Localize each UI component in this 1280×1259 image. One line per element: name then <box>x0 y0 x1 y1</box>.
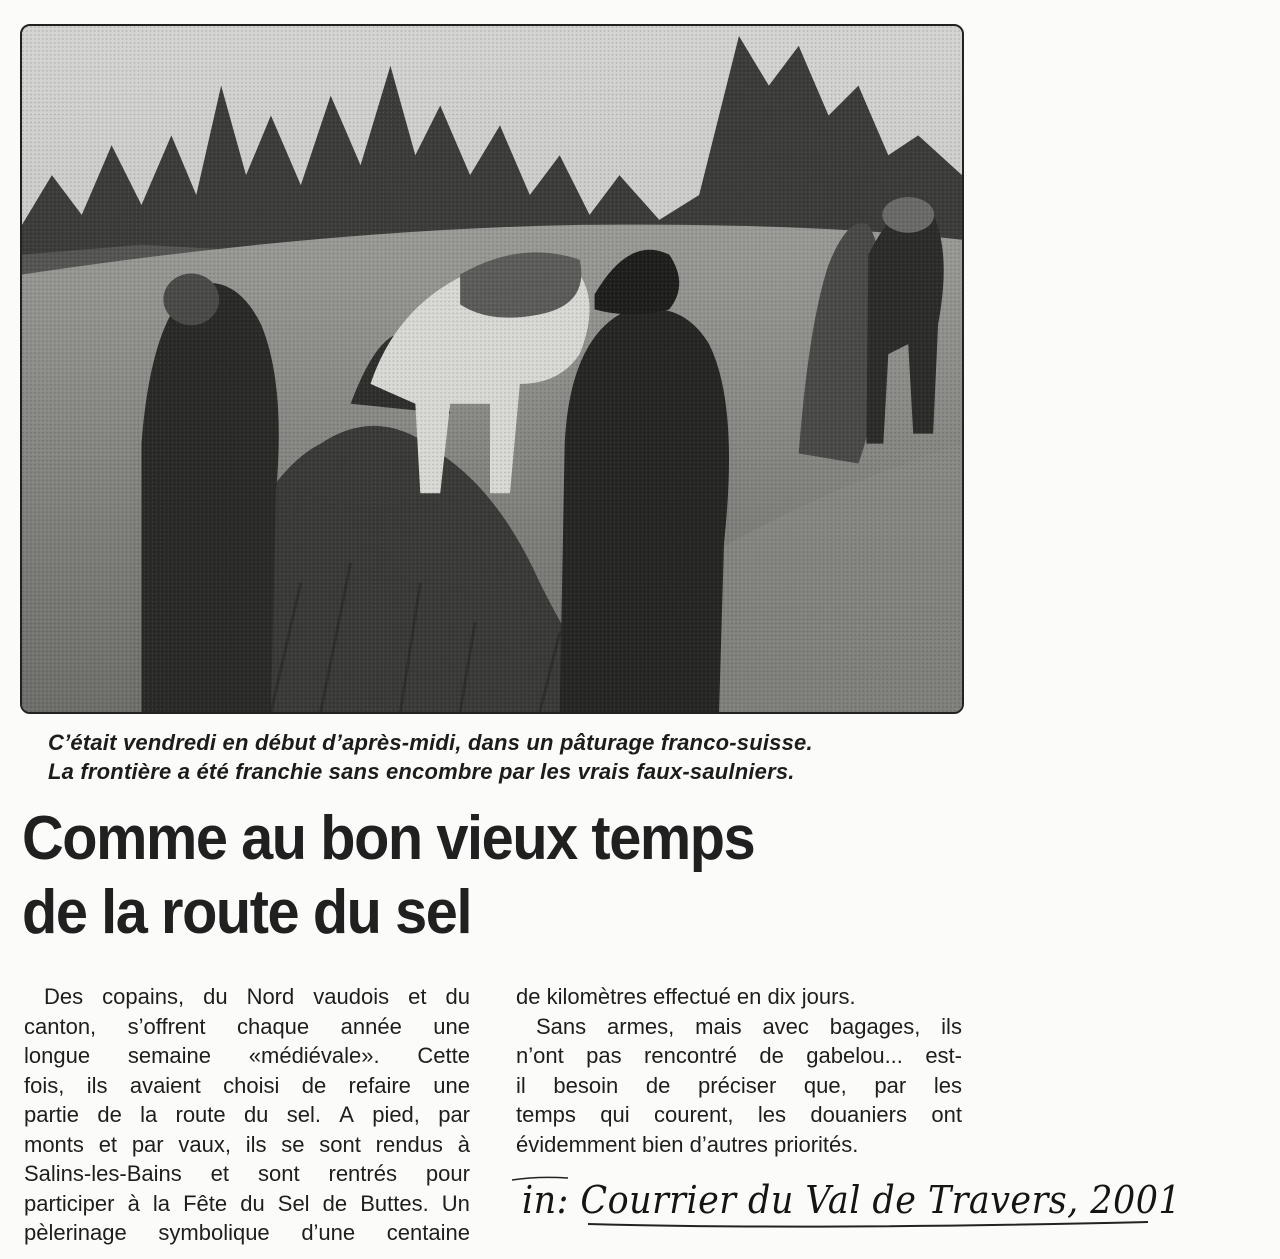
body-line: temps qui courent, les douaniers ont <box>516 1102 962 1127</box>
body-line: il besoin de préciser que, par les <box>516 1072 962 1098</box>
citation-text: in: Courrier du Val de Travers, 2001 <box>522 1178 1182 1222</box>
headline-line-2: de la route du sel <box>22 878 472 947</box>
caption-line-1: C’était vendredi en début d’après-midi, dans un pâturage franco-suisse. <box>48 730 813 755</box>
body-column-right <box>516 982 962 1159</box>
body-line: n’ont pas rencontré de gabelou... est- <box>516 1043 962 1068</box>
body-line: Salins-les-Bains et sont rentrés pour <box>24 1161 470 1186</box>
photo-image <box>22 26 962 712</box>
headline-line-1: Comme au bon vieux temps <box>22 804 755 873</box>
body-line: pèlerinage symbolique d’une centaine <box>24 1220 470 1245</box>
article-photo <box>20 24 964 714</box>
body-line: monts et par vaux, ils se sont rendus à <box>24 1131 470 1157</box>
body-line: longue semaine «médiévale». Cette <box>24 1043 470 1068</box>
caption-line-2: La frontière a été franchie sans encombre par les vrais faux-saulniers. <box>48 759 795 784</box>
body-line: Des copains, du Nord vaudois et du <box>44 984 470 1009</box>
photo-caption <box>48 728 968 786</box>
body-line: de kilomètres effectué en dix jours. <box>516 984 856 1009</box>
body-line: fois, ils avaient choisi de refaire une <box>24 1072 470 1098</box>
citation-underline <box>508 1172 1268 1242</box>
body-line: participer à la Fête du Sel de Buttes. Un <box>24 1190 470 1216</box>
body-line: partie de la route du sel. A pied, par <box>24 1102 470 1127</box>
article-headline <box>22 802 915 950</box>
handwritten-citation <box>508 1172 1268 1242</box>
body-line: évidemment bien d’autres priorités. <box>516 1131 859 1157</box>
body-line: canton, s’offrent chaque année une <box>24 1013 470 1039</box>
body-line: Sans armes, mais avec bagages, ils <box>536 1013 962 1039</box>
body-column-left <box>24 982 470 1248</box>
